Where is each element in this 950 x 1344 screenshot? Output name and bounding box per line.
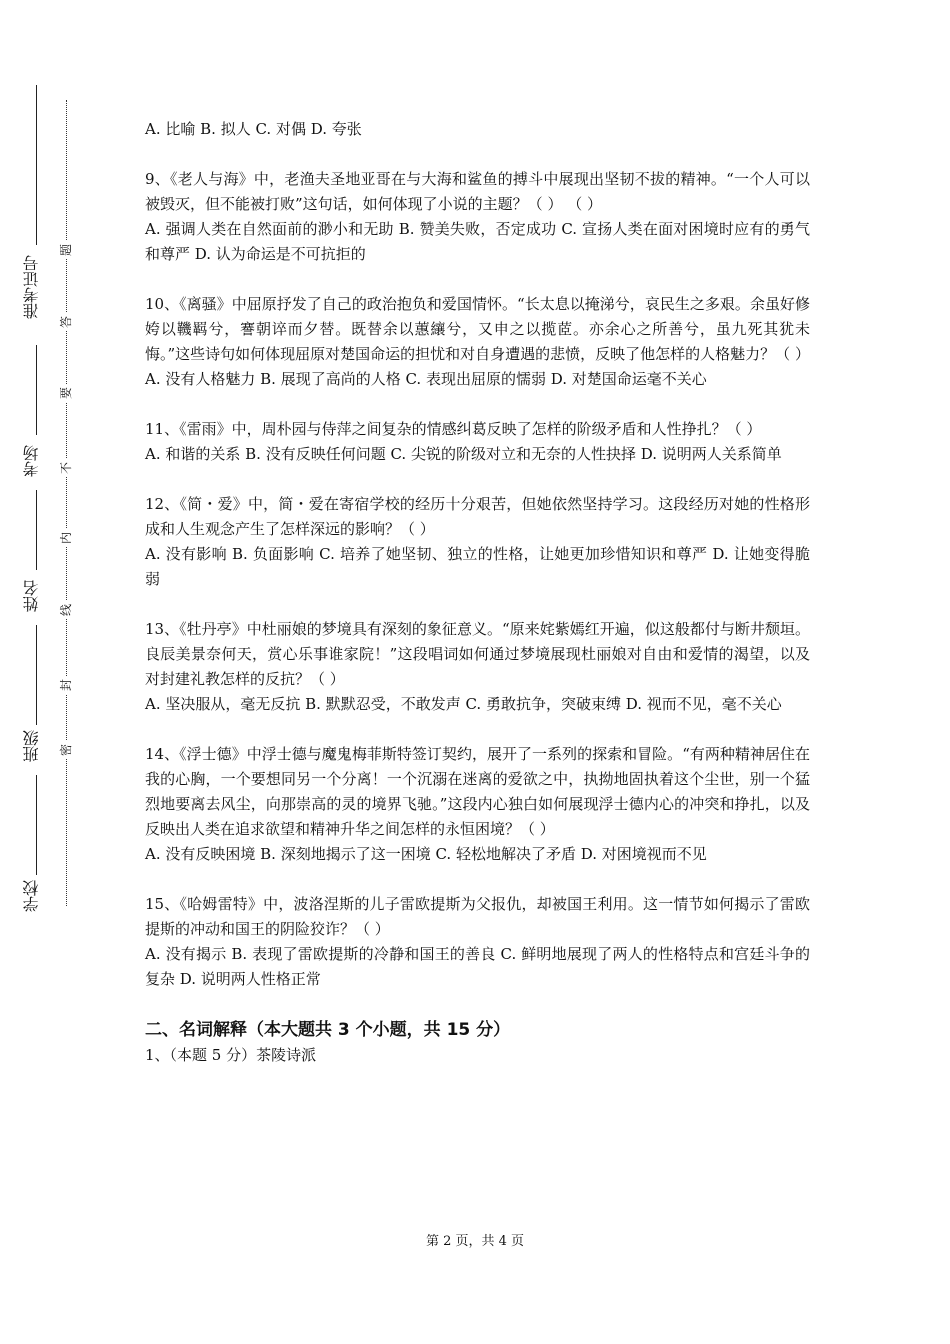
seal-char: 封 bbox=[57, 676, 75, 694]
question-stem: 10、《离骚》中屈原抒发了自己的政治抱负和爱国情怀。“长太息以掩涕兮，哀民生之多艰。余虽好修姱以鞿羁兮，謇朝谇而夕替。既替余以蕙纕兮，又申之以揽茝。亦余心之所善兮，虽九死其犹未悔。”这些诗句如何体现屈原对楚国命运的担忧和对自身遭遇的悲愤，反映了他怎样的人格魅力？（ ） bbox=[145, 295, 810, 363]
binding-field-exam-number: 准考证号 bbox=[22, 255, 41, 319]
question-8-options bbox=[145, 117, 810, 142]
page-number: 第 2 页，共 4 页 bbox=[425, 1234, 525, 1249]
options-line: A. 坚决服从，毫无反抗 B. 默默忍受，不敢发声 C. 勇敢抗争，突破束缚 D. 视而不见，毫不关心 bbox=[145, 695, 782, 713]
seal-char: 要 bbox=[57, 384, 75, 402]
options-line: A. 没有影响 B. 负面影响 C. 培养了她坚韧、独立的性格，让她更加珍惜知识和尊严 D. 让她变得脆弱 bbox=[145, 545, 810, 588]
options-line: A. 没有反映困境 B. 深刻地揭示了这一困境 C. 轻松地解决了矛盾 D. 对困境视而不见 bbox=[145, 845, 707, 863]
question-stem: 12、《简・爱》中，简・爱在寄宿学校的经历十分艰苦，但她依然坚持学习。这段经历对她的性格形成和人生观念产生了怎样深远的影响？（ ） bbox=[145, 495, 810, 538]
binding-field-school: 学校 bbox=[22, 880, 41, 912]
question-9 bbox=[145, 167, 810, 267]
question-14 bbox=[145, 742, 810, 867]
options-line: A. 和谐的关系 B. 没有反映任何问题 C. 尖锐的阶级对立和无奈的人性抉择 D. 说明两人关系简单 bbox=[145, 445, 782, 463]
seal-char: 线 bbox=[57, 601, 75, 619]
question-stem: 14、《浮士德》中浮士德与魔鬼梅菲斯特签订契约，展开了一系列的探索和冒险。“有两种精神居住在我的心胸，一个要想同另一个分离！一个沉溺在迷离的爱欲之中，执拗地固执着这个尘世，别一个猛烈地要离去风尘，向那崇高的灵的境界飞驰。”这段内心独白如何展现浮士德内心的冲突和挣扎，以及反映出人类在追求欲望和精神升华之间怎样的永恒困境？（ ） bbox=[145, 745, 810, 838]
question-11 bbox=[145, 417, 810, 467]
binding-field-class: 班级 bbox=[22, 730, 41, 762]
question-13 bbox=[145, 617, 810, 717]
exam-content bbox=[145, 117, 810, 1068]
question-10 bbox=[145, 292, 810, 392]
binding-field-exam-room: 考场 bbox=[22, 445, 41, 477]
binding-line bbox=[36, 345, 37, 435]
options-line: A. 没有揭示 B. 表现了雷欧提斯的冷静和国王的善良 C. 鲜明地展现了两人的性格特点和宫廷斗争的复杂 D. 说明两人性格正常 bbox=[145, 945, 810, 988]
section-title: 二、名词解释（本大题共 3 个小题，共 15 分） bbox=[145, 1020, 511, 1040]
question-stem: 15、《哈姆雷特》中，波洛涅斯的儿子雷欧提斯为父报仇，却被国王利用。这一情节如何揭示了雷欧提斯的冲动和国王的阴险狡诈？（ ） bbox=[145, 895, 810, 938]
binding-line bbox=[36, 85, 37, 245]
options-line: A. 强调人类在自然面前的渺小和无助 B. 赞美失败，否定成功 C. 宣扬人类在面对困境时应有的勇气和尊严 D. 认为命运是不可抗拒的 bbox=[145, 220, 810, 263]
seal-char: 内 bbox=[57, 529, 75, 547]
seal-char: 答 bbox=[57, 313, 75, 331]
seal-char: 题 bbox=[57, 241, 75, 259]
options-line: A. 没有人格魅力 B. 展现了高尚的人格 C. 表现出屈原的懦弱 D. 对楚国命运毫不关心 bbox=[145, 370, 707, 388]
seal-dotted-line bbox=[66, 100, 67, 906]
question-stem: 13、《牡丹亭》中杜丽娘的梦境具有深刻的象征意义。“原来姹紫嫣红开遍，似这般都付与断井颓垣。良辰美景奈何天，赏心乐事谁家院！”这段唱词如何通过梦境展现杜丽娘对自由和爱情的渴望，以及对封建礼教怎样的反抗？（ ） bbox=[145, 620, 810, 688]
question-stem: 11、《雷雨》中，周朴园与侍萍之间复杂的情感纠葛反映了怎样的阶级矛盾和人性挣扎？（ ） bbox=[145, 420, 762, 438]
binding-margin bbox=[0, 0, 120, 1344]
term-question-1: 1、（本题 5 分）茶陵诗派 bbox=[145, 1046, 317, 1064]
binding-field-name: 姓名 bbox=[22, 580, 41, 612]
question-stem: 9、《老人与海》中，老渔夫圣地亚哥在与大海和鲨鱼的搏斗中展现出坚韧不拔的精神。“一个人可以被毁灭，但不能被打败”这句话，如何体现了小说的主题？（ ） （ ） bbox=[145, 170, 810, 213]
seal-char: 密 bbox=[57, 741, 75, 759]
options-line: A. 比喻 B. 拟人 C. 对偶 D. 夸张 bbox=[145, 120, 362, 138]
binding-line bbox=[36, 625, 37, 725]
question-12 bbox=[145, 492, 810, 592]
seal-char: 不 bbox=[57, 459, 75, 477]
question-15 bbox=[145, 892, 810, 992]
binding-line bbox=[36, 775, 37, 875]
binding-line bbox=[36, 490, 37, 570]
